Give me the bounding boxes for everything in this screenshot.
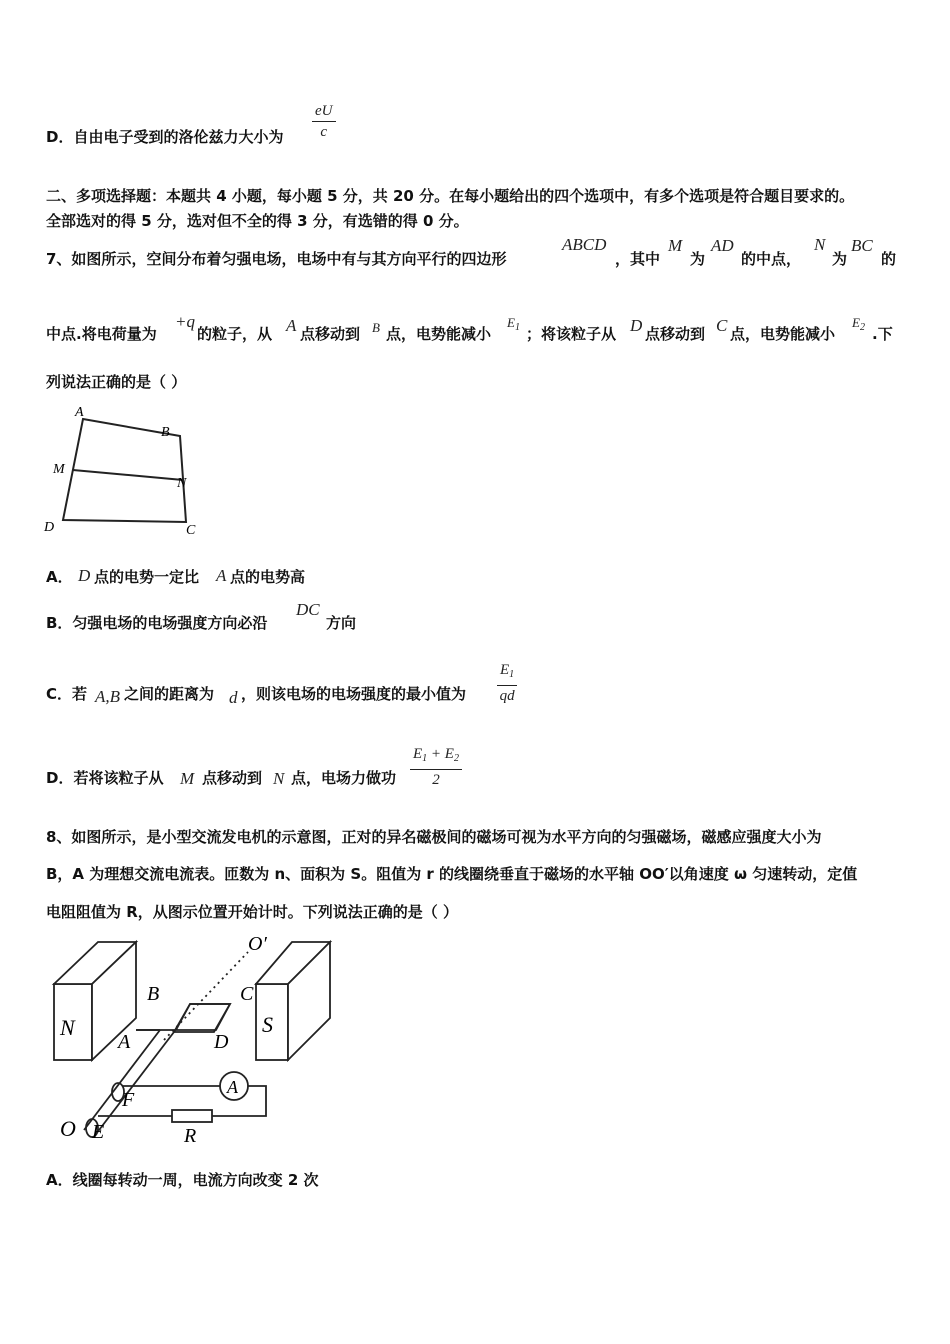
- q7-option-c-end: ，则该电场的电场强度的最小值为: [241, 685, 467, 703]
- q6-option-d: D．自由电子受到的洛伦兹力大小为: [46, 128, 284, 146]
- resistor-r: [172, 1110, 212, 1122]
- segment-mn: [73, 470, 183, 480]
- label-o-prime: O′: [248, 933, 267, 955]
- q7-e1: [507, 313, 520, 338]
- q7-stem-part2: ，其中: [615, 250, 661, 268]
- label-f: F: [122, 1089, 135, 1111]
- label-b: B: [161, 425, 170, 440]
- q7-e2-subscript: 2: [859, 322, 865, 333]
- fraction-denominator: qd: [499, 688, 515, 704]
- section2-instructions-line2: 全部选对的得 5 分，选对但不全的得 3 分，有选错的得 0 分。: [46, 212, 469, 230]
- q7-stem-line2-f: 点移动到: [645, 325, 706, 343]
- q7-stem-part1: 7、如图所示，空间分布着匀强电场，电场中有与其方向平行的四边形: [46, 250, 507, 268]
- q7-stem-part4: 的中点，: [741, 250, 802, 268]
- fraction-numerator: eU: [315, 103, 333, 119]
- q7-stem-line2-b: 的粒子，从: [197, 325, 273, 343]
- q7-point-d: D: [630, 316, 643, 335]
- q7-stem-line2-a: 中点.将电荷量为: [46, 325, 157, 343]
- q8-stem-line2: B，A 为理想交流电流表。匝数为 n、面积为 S。阻值为 r 的线圈绕垂直于磁场的水平轴 OO′以角速度 ω 匀速转动，定值: [46, 865, 858, 883]
- q7-stem-line2-d: 点，电势能减小: [386, 325, 492, 343]
- q7-m: M: [668, 236, 683, 255]
- q8-option-a: A．线圈每转动一周，电流方向改变 2 次: [46, 1171, 319, 1189]
- label-coil-d: D: [214, 1031, 229, 1053]
- q7-option-b-dc: DC: [296, 600, 320, 619]
- label-s-pole: S: [262, 1012, 273, 1037]
- label-d: D: [44, 520, 55, 535]
- q7-option-d-num-e1: E: [413, 746, 423, 762]
- q7-option-c-num-subscript: 1: [509, 669, 515, 680]
- q7-option-d-m: M: [180, 769, 195, 788]
- q7-e2-letter: E: [852, 315, 860, 330]
- q8-generator-figure: [40, 930, 360, 1150]
- q7-stem-line2-e: ；将该粒子从: [526, 325, 617, 343]
- q7-option-d-num-e1-subscript: 1: [422, 753, 428, 764]
- magnet-s-block: [256, 942, 330, 1060]
- q7-option-b-end: 方向: [326, 614, 357, 632]
- label-coil-b: B: [147, 983, 160, 1005]
- q7-option-d-n: N: [273, 769, 285, 788]
- q6-option-d-fraction: [312, 101, 336, 142]
- label-coil-a: A: [118, 1031, 131, 1053]
- label-m: M: [53, 462, 65, 477]
- q7-option-d-num-e2-subscript: 2: [453, 753, 459, 764]
- q7-option-d-label: D．若将该粒子从: [46, 769, 164, 787]
- coil-plane: [174, 1004, 230, 1032]
- label-e: E: [92, 1121, 105, 1143]
- q7-point-b: B: [372, 320, 380, 335]
- q7-option-c-mid: 之间的距离为: [124, 685, 215, 703]
- section2-instructions-line1: 二、多项选择题：本题共 4 小题，每小题 5 分，共 20 分。在每小题给出的四个选项中，有多个选项是符合题目要求的。: [46, 187, 855, 205]
- fraction-numerator: [497, 660, 517, 685]
- q8-stem-line3: 电阻阻值为 R，从图示位置开始计时。下列说法正确的是（ ）: [46, 903, 458, 921]
- q7-option-a-end: 点的电势高: [230, 568, 306, 586]
- q7-option-c-ab: A,B: [95, 687, 121, 706]
- q7-charge: +q: [175, 312, 195, 331]
- q7-option-c-num-letter: E: [500, 662, 510, 678]
- q7-option-d-end: 点，电场力做功: [291, 769, 397, 787]
- q7-option-a-label: A．: [46, 568, 73, 586]
- q7-e2: [852, 313, 865, 338]
- q7-option-d-num-e2: E: [444, 746, 454, 762]
- q7-point-a: A: [286, 316, 297, 335]
- label-n: N: [177, 476, 187, 491]
- q7-n: N: [814, 235, 826, 254]
- label-n-pole: N: [60, 1015, 75, 1040]
- q7-stem-line2-h: .下: [872, 325, 893, 343]
- q7-stem-line2-c: 点移动到: [300, 325, 361, 343]
- fraction-numerator: [410, 744, 462, 769]
- label-r: R: [184, 1125, 197, 1147]
- q7-option-b-label: B．匀强电场的电场强度方向必沿: [46, 614, 268, 632]
- q7-stem-part5: 为: [832, 250, 848, 268]
- q7-option-a-mid: 点的电势一定比: [94, 568, 200, 586]
- label-c: C: [186, 523, 196, 538]
- q7-option-a-d: D: [78, 566, 91, 585]
- fraction-denominator: 2: [432, 772, 440, 788]
- q7-option-a-a: A: [216, 566, 227, 585]
- label-a: A: [75, 405, 84, 420]
- q7-option-c-fraction: [497, 660, 517, 706]
- q7-quadrilateral-figure: [40, 400, 220, 542]
- q7-stem-part3: 为: [690, 250, 706, 268]
- q7-e1-subscript: 1: [514, 322, 520, 333]
- q8-stem-line1: 8、如图所示，是小型交流发电机的示意图，正对的异名磁极间的磁场可视为水平方向的匀强磁场，磁感应强度大小为: [46, 828, 822, 846]
- fraction-denominator: c: [320, 124, 328, 140]
- shaft-upper-edge: [96, 1032, 174, 1134]
- q7-point-c: C: [716, 316, 728, 335]
- label-o: O: [60, 1116, 76, 1141]
- label-coil-c: C: [240, 983, 254, 1005]
- q7-option-d-num-plus: +: [427, 746, 445, 762]
- q7-stem-line2-g: 点，电势能减小: [730, 325, 836, 343]
- q7-option-c-d: d: [229, 688, 238, 707]
- q7-abcd: ABCD: [562, 235, 607, 254]
- q7-option-c-label: C．若: [46, 685, 88, 703]
- q7-bc: BC: [851, 236, 873, 255]
- q7-stem-line3: 列说法正确的是（ ）: [46, 373, 187, 391]
- q7-e1-letter: E: [507, 315, 515, 330]
- q7-stem-part6: 的: [881, 250, 897, 268]
- label-ammeter: A: [227, 1077, 238, 1097]
- q7-ad: AD: [711, 236, 734, 255]
- q7-option-d-mid: 点移动到: [202, 769, 263, 787]
- q7-option-d-fraction: [410, 744, 462, 790]
